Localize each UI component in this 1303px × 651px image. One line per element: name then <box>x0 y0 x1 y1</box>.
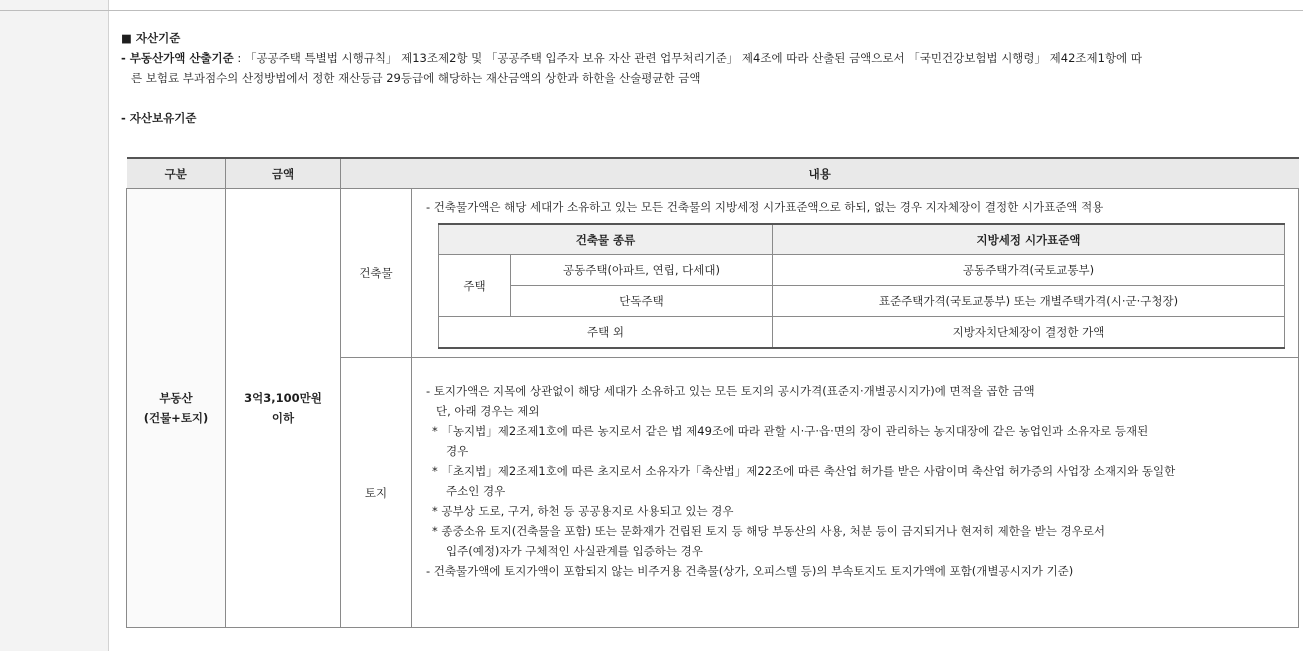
building-standard-table <box>438 223 1285 349</box>
category-line2: (건물+토지) <box>143 411 209 425</box>
inner-header-standard: 지방세정 시가표준액 <box>773 224 1285 255</box>
asset-value-line1 <box>121 48 1296 68</box>
amount-line2: 이하 <box>271 411 295 425</box>
row-type: 공동주택(아파트, 연립, 다세대) <box>511 255 773 286</box>
amount-line1: 3억3,100만원 <box>244 391 322 405</box>
header-content: 내용 <box>341 158 1299 189</box>
section-heading: ■ 자산기준 <box>121 31 181 45</box>
other-type: 주택 외 <box>439 317 773 349</box>
other-standard: 지방자치단체장이 결정한 가액 <box>773 317 1285 349</box>
land-bullet-2: * 「초지법」제2조제1호에 따른 초지로서 소유자가「축산법」제22조에 따른 축산업 허가를 받은 사람이며 축산업 허가증의 사업장 소재지와 동일한 <box>432 464 1176 478</box>
row-standard: 공동주택가격(국토교통부) <box>773 255 1285 286</box>
land-label: 토지 <box>341 358 412 628</box>
land-line2: 단, 아래 경우는 제외 <box>436 404 540 418</box>
asset-standard-table <box>126 157 1299 628</box>
top-divider <box>0 10 1303 11</box>
category-cell <box>127 189 226 628</box>
asset-value-text1: : 「공공주택 특별법 시행규칙」 제13조제2항 및 「공공주택 입주자 보유 자산 관련 업무처리기준」 제4조에 따라 산출된 금액으로서 「국민건강보험법 시행령」 제42조제1항에 따 <box>233 51 1142 65</box>
land-line1: - 토지가액은 지목에 상관없이 해당 세대가 소유하고 있는 모든 토지의 공시가격(표준지·개별공시지가)에 면적을 곱한 금액 <box>426 384 1035 398</box>
land-bullet-2-cont: 주소인 경우 <box>446 484 506 498</box>
asset-value-line2: 른 보험료 부과점수의 산정방법에서 정한 재산등급 29등급에 해당하는 재산금액의 상한과 하한을 산술평균한 금액 <box>131 71 701 85</box>
housing-label: 주택 <box>439 255 511 317</box>
left-gutter <box>0 0 109 651</box>
row-type: 단독주택 <box>511 286 773 317</box>
subheading: - 자산보유기준 <box>121 111 197 125</box>
land-bullet-3: * 공부상 도로, 구거, 하천 등 공공용지로 사용되고 있는 경우 <box>432 504 734 518</box>
land-bullet-1-cont: 경우 <box>446 444 469 458</box>
building-note: - 건축물가액은 해당 세대가 소유하고 있는 모든 건축물의 지방세정 시가표준액으로 하되, 없는 경우 지자체장이 결정한 시가표준액 적용 <box>426 200 1104 214</box>
land-bullet-1: * 「농지법」제2조제1호에 따른 농지로서 같은 법 제49조에 따라 관할 시·구·읍·면의 장이 관리하는 농지대장에 같은 농업인과 소유자로 등재된 <box>432 424 1149 438</box>
land-bullet-4-cont: 입주(예정)자가 구체적인 사실관계를 입증하는 경우 <box>446 544 703 558</box>
land-bullet-4: * 종중소유 토지(건축물을 포함) 또는 문화재가 건립된 토지 등 해당 부동산의 사용, 처분 등이 금지되거나 현저히 제한을 받는 경우로서 <box>432 524 1105 538</box>
inner-header-type: 건축물 종류 <box>439 224 773 255</box>
building-content <box>412 189 1299 358</box>
asset-criteria-section <box>121 30 1296 126</box>
land-content <box>412 358 1299 628</box>
category-line1: 부동산 <box>159 391 193 405</box>
amount-cell <box>226 189 341 628</box>
asset-value-label: - 부동산가액 산출기준 <box>121 51 234 65</box>
building-label: 건축물 <box>341 189 412 358</box>
header-category: 구분 <box>127 158 226 189</box>
asset-value-paragraph <box>121 48 1296 88</box>
header-amount: 금액 <box>226 158 341 189</box>
row-standard: 표준주택가격(국토교통부) 또는 개별주택가격(시·군·구청장) <box>773 286 1285 317</box>
land-last-line: - 건축물가액에 토지가액이 포함되지 않는 비주거용 건축물(상가, 오피스텔 등)의 부속토지도 토지가액에 포함(개별공시지가 기준) <box>426 564 1074 578</box>
